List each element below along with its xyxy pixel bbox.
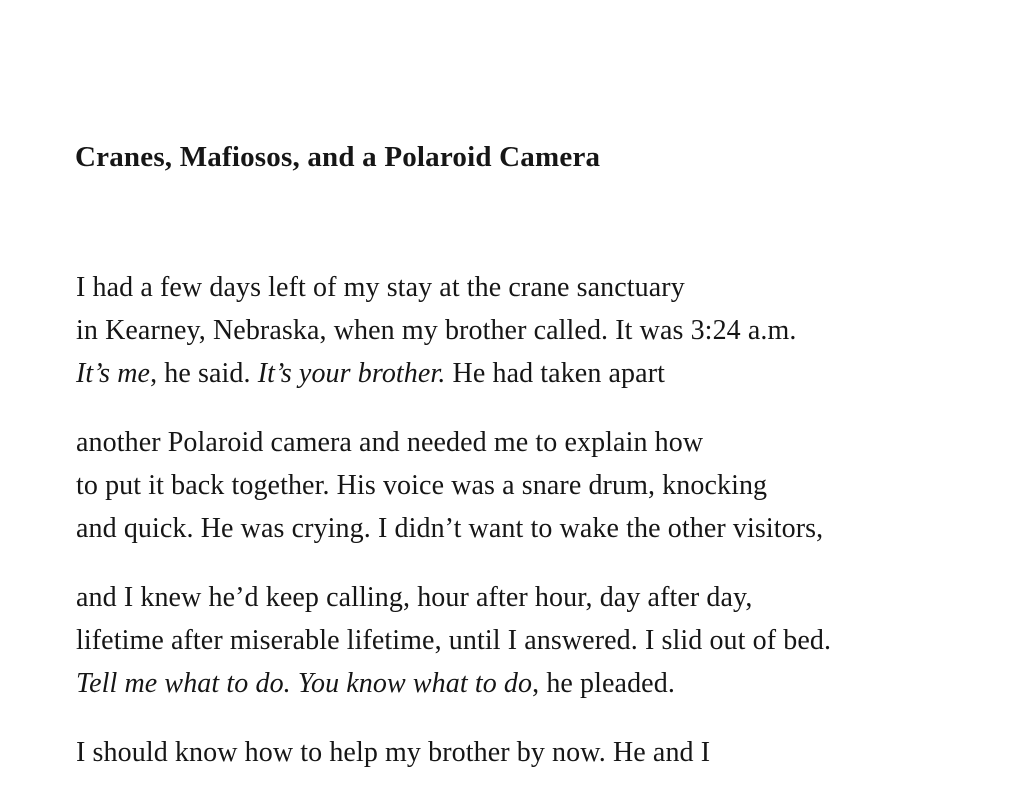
poem-text: I had a few days left of my stay at the crane sanctuary — [76, 272, 685, 303]
poem-line — [76, 662, 831, 705]
poem-text-italic: It’s your brother. — [257, 358, 446, 389]
poem-text: lifetime after miserable lifetime, until I answered. I slid out of bed. — [76, 625, 832, 656]
poem-text: and I knew he’d keep calling, hour after hour, day after day, — [76, 582, 753, 613]
poem-line — [76, 464, 831, 507]
stanza — [76, 421, 831, 550]
poem-line — [76, 576, 831, 619]
poem-text-italic: It’s me — [76, 358, 151, 389]
poem-line — [76, 507, 831, 550]
poem-text: and quick. He was crying. I didn’t want to wake the other visitors, — [76, 513, 824, 544]
poem-text: , he pleaded. — [532, 668, 675, 699]
poem-text: , he said. — [150, 358, 258, 389]
poem-text: to put it back together. His voice was a snare drum, knocking — [76, 470, 768, 501]
poem-line — [76, 619, 831, 662]
poem-text: another Polaroid camera and needed me to explain how — [76, 427, 704, 458]
poem-text-italic: Tell me what to do. You know what to do — [76, 668, 533, 699]
poem-line — [76, 266, 831, 309]
poem-text: in Kearney, Nebraska, when my brother called. It was 3:24 a.m. — [76, 315, 797, 346]
stanza — [76, 266, 831, 395]
stanza — [76, 576, 831, 705]
poem-line — [76, 731, 831, 774]
poem-body — [76, 266, 831, 800]
poem-text: He had taken apart — [445, 358, 665, 389]
poem-line — [76, 352, 831, 395]
poem-text: I should know how to help my brother by now. He and I — [76, 737, 711, 768]
stanza — [76, 731, 831, 774]
poem-line — [76, 309, 831, 352]
poem-line — [76, 421, 831, 464]
poem-title: Cranes, Mafiosos, and a Polaroid Camera — [75, 141, 601, 173]
